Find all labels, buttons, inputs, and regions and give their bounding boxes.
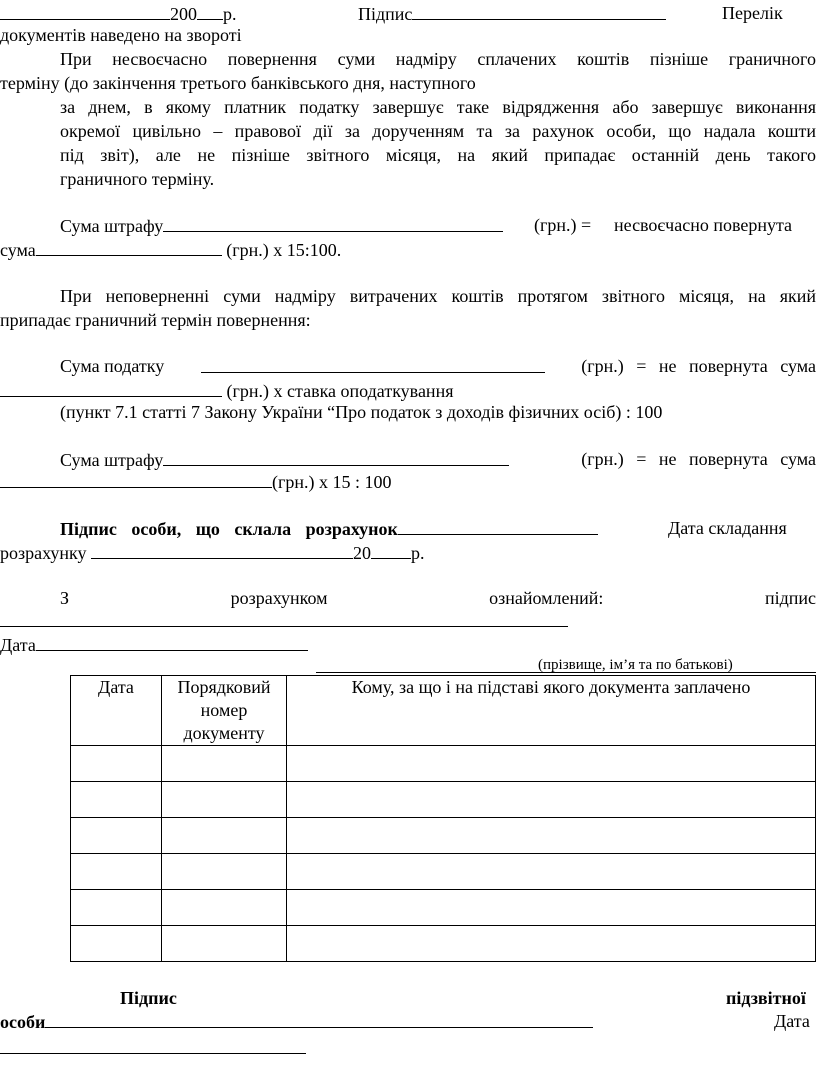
- signer-year-unit: р.: [411, 543, 425, 563]
- signature-label: Підпис: [358, 4, 413, 24]
- ack-name-hint: (прізвище, ім’я та по батькові): [538, 657, 733, 673]
- cell-doc-number[interactable]: [162, 782, 287, 818]
- fine1-sum-blank: [36, 238, 222, 256]
- signer-label: Підпис особи, що склала розрахунок: [60, 519, 398, 539]
- fine2-line2: [0, 470, 392, 493]
- para2-line2: припадає граничний термін повернення:: [0, 310, 311, 330]
- signer-calc-label: розрахунку: [0, 543, 87, 563]
- table-row: [71, 746, 816, 782]
- signer-year: 20: [353, 543, 372, 563]
- fine1-blank: [163, 214, 503, 232]
- cell-date[interactable]: [71, 926, 162, 962]
- footer-date-label: Дата: [774, 1011, 810, 1031]
- footer-person-label: особи: [0, 1012, 46, 1032]
- cell-purpose[interactable]: [287, 746, 816, 782]
- ack-word-2: розрахунком: [230, 588, 328, 608]
- para1-line2: терміну (до закінчення третього банківського дня, наступного: [0, 73, 476, 93]
- ack-date-line: [0, 633, 308, 656]
- footer-signature-blank: [45, 1010, 593, 1028]
- tax-line2: [0, 379, 453, 402]
- para1-line4: окремої цивільно – правової дії за дорученням та за рахунок особи, що надала кошти: [60, 121, 816, 141]
- tax-formula: (грн.) х ставка оподаткування: [226, 381, 454, 401]
- year-unit: р.: [223, 4, 237, 24]
- footer-date-line: [0, 1053, 306, 1054]
- year-prefix: 200: [170, 4, 197, 24]
- footer-line2: [0, 1010, 593, 1033]
- fine2-line1: [60, 448, 816, 471]
- header-year-line: [0, 2, 237, 25]
- fine1-line2: [0, 238, 341, 261]
- ack-word-3: ознайомлений:: [489, 588, 604, 608]
- year-end-blank: [197, 2, 223, 20]
- signer-date-blank: [91, 541, 353, 559]
- signer-year-blank: [371, 541, 411, 559]
- signer-line1: [60, 517, 598, 540]
- fine1-line1: [60, 214, 503, 237]
- cell-date[interactable]: [71, 854, 162, 890]
- fine2-blank: [163, 448, 509, 466]
- fine2-label: Сума штрафу: [60, 450, 164, 470]
- tax-line3: (пункт 7.1 статті 7 Закону України “Про податок з доходів фізичних осіб) : 100: [60, 402, 663, 422]
- cell-doc-number[interactable]: [162, 818, 287, 854]
- fine2-sum-blank: [0, 470, 272, 488]
- table-header-row: [71, 676, 816, 746]
- para1-line5: під звіт), але не пізніше звітного місяця, на який припадає останній день такого: [60, 145, 816, 165]
- ack-date-blank: [36, 633, 308, 651]
- table-row: [71, 782, 816, 818]
- signer-line2: [0, 541, 425, 564]
- tax-line1: [60, 355, 816, 377]
- signer-date-label: Дата складання: [668, 518, 787, 538]
- ack-signature-line: [0, 626, 568, 627]
- ack-name-line: [316, 672, 816, 673]
- col-header-purpose: Кому, за що і на підставі якого документа заплачено: [287, 676, 816, 746]
- para1-line3: за днем, в якому платник податку завершує таке відрядження або завершує виконання: [60, 97, 816, 117]
- fine2-mid: (грн.) = не повернута сума: [581, 449, 816, 469]
- tax-sum-blank: [0, 379, 222, 397]
- payments-table: [70, 675, 816, 962]
- footer-signature-word: Підпис: [120, 988, 177, 1008]
- table-row: [71, 926, 816, 962]
- fine2-formula: (грн.) х 15 : 100: [272, 472, 392, 492]
- cell-purpose[interactable]: [287, 818, 816, 854]
- col-header-doc-number: Порядковий номер документу: [162, 676, 287, 746]
- tax-mid: (грн.) = не повернута сума: [581, 356, 816, 376]
- signer-blank: [398, 517, 598, 535]
- fine1-formula: (грн.) х 15:100.: [226, 240, 342, 260]
- header-list-note: документів наведено на звороті: [0, 25, 242, 45]
- footer-accountable-word: підзвітної: [726, 988, 806, 1008]
- cell-purpose[interactable]: [287, 926, 816, 962]
- cell-doc-number[interactable]: [162, 926, 287, 962]
- cell-date[interactable]: [71, 746, 162, 782]
- fine1-right: несвоєчасно повернута: [614, 215, 793, 235]
- signature-blank: [412, 2, 666, 20]
- cell-purpose[interactable]: [287, 782, 816, 818]
- year-blank: [0, 2, 170, 20]
- para2-line1: При неповерненні суми надміру витрачених коштів протягом звітного місяця, на який: [60, 286, 816, 306]
- header-list-label: Перелік: [722, 3, 783, 23]
- para1-line6: граничного терміну.: [60, 169, 215, 189]
- header-signature: [358, 2, 666, 25]
- ack-word-4: підпис: [764, 588, 816, 608]
- ack-line1: [60, 587, 816, 609]
- table-row: [71, 854, 816, 890]
- ack-date-label: Дата: [0, 635, 36, 655]
- tax-label: Сума податку: [60, 356, 165, 376]
- cell-date[interactable]: [71, 782, 162, 818]
- fine1-sum-label: сума: [0, 240, 36, 260]
- table-row: [71, 890, 816, 926]
- cell-doc-number[interactable]: [162, 746, 287, 782]
- tax-blank: [201, 355, 545, 373]
- cell-doc-number[interactable]: [162, 890, 287, 926]
- cell-date[interactable]: [71, 890, 162, 926]
- table-row: [71, 818, 816, 854]
- cell-doc-number[interactable]: [162, 854, 287, 890]
- cell-purpose[interactable]: [287, 854, 816, 890]
- fine1-mid: (грн.) =: [534, 215, 592, 235]
- para1-line1: При несвоєчасно повернення суми надміру сплачених коштів пізніше граничного: [60, 49, 816, 69]
- cell-purpose[interactable]: [287, 890, 816, 926]
- cell-date[interactable]: [71, 818, 162, 854]
- col-header-date: Дата: [71, 676, 162, 746]
- fine1-label: Сума штрафу: [60, 216, 164, 236]
- ack-word-1: З: [60, 588, 70, 608]
